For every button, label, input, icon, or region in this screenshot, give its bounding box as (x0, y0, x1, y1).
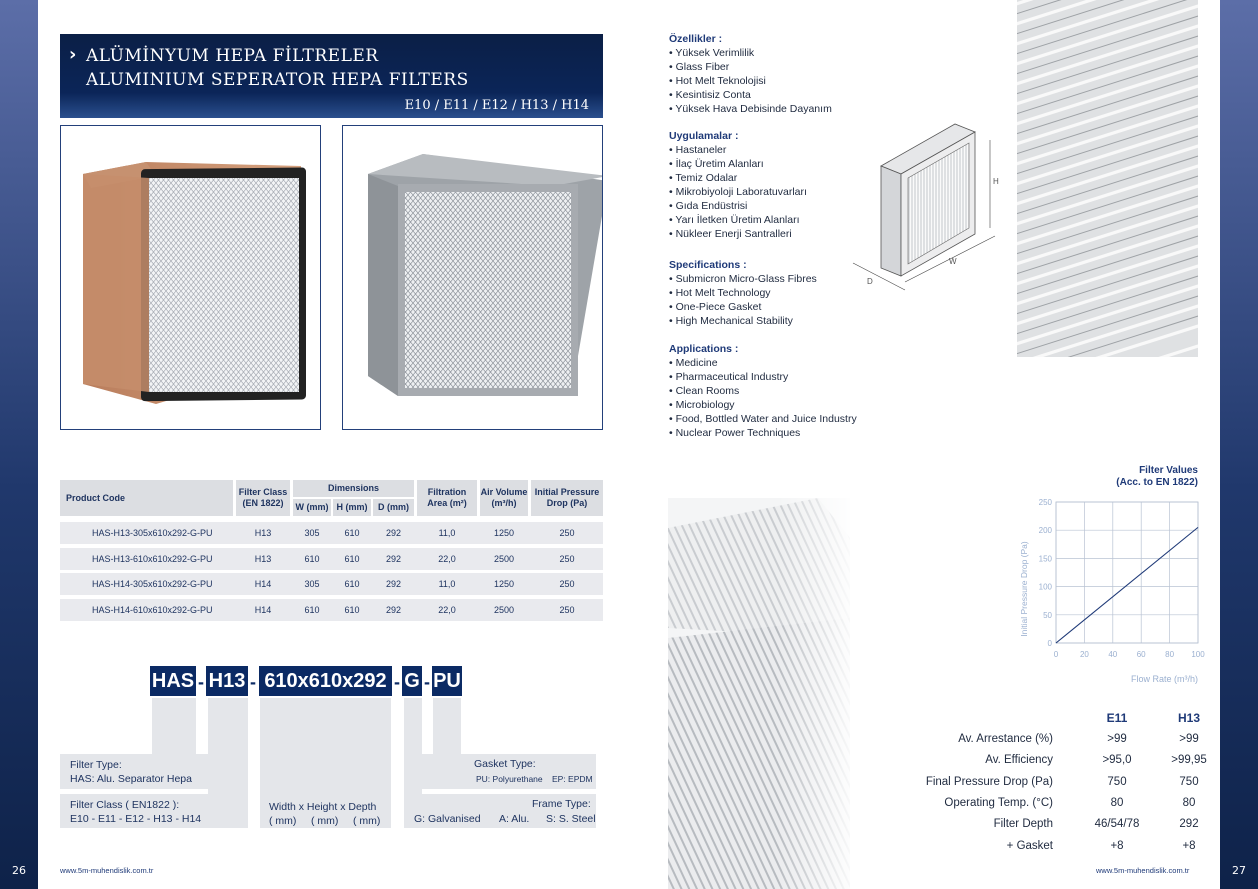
th-air-volume: Air Volume (m³/h) (480, 480, 528, 516)
pleat-angle-photo (668, 498, 850, 889)
cell-code: HAS-H14-610x610x292-G-PU (92, 604, 213, 615)
chevron-right-icon: › (69, 44, 77, 65)
title-turkish: ALÜMİNYUM HEPA FİLTRELER (86, 46, 379, 66)
vt-value-e11: 46/54/78 (1094, 818, 1140, 831)
diagram-d-label: D (867, 277, 873, 286)
cell-air: 1250 (493, 528, 515, 538)
vt-row-label: Av. Arrestance (%) (958, 733, 1053, 745)
vt-value-e11: 80 (1110, 796, 1124, 809)
cell-area: 11,0 (438, 579, 456, 589)
cell-h: 610 (344, 604, 360, 615)
chart-title: Filter Values (1139, 465, 1198, 476)
vt-row-label: + Gasket (1006, 839, 1053, 852)
chart-y-tick: 100 (1038, 582, 1052, 592)
vt-row-label: Operating Temp. (°C) (944, 796, 1053, 809)
vt-value-h13: 292 (1179, 818, 1199, 831)
connector-gasket (433, 698, 461, 754)
list-item: • Yüksek Hava Debisinde Dayanım (669, 103, 832, 115)
chart-x-tick: 0 (1053, 650, 1059, 659)
features-list (669, 46, 832, 116)
chart-series-line (1056, 527, 1198, 643)
dims-title: Width x Height x Depth (269, 801, 377, 813)
dims-units: ( mm) ( mm) ( mm) (269, 815, 381, 827)
list-item: • Glass Fiber (669, 61, 730, 73)
chart-subtitle: (Acc. to EN 1822) (1116, 477, 1198, 488)
code-seg-class: H13 (206, 666, 248, 696)
list-item: • Clean Rooms (669, 385, 740, 397)
vt-col-e11: E11 (1106, 711, 1128, 725)
footer-url-left: www.5m-muhendislik.com.tr (60, 866, 154, 875)
th-depth: D (mm) (373, 499, 414, 516)
vt-col-h13: H13 (1177, 711, 1200, 725)
chart-x-tick: 60 (1136, 650, 1146, 659)
uses-title: Uygulamalar : (669, 130, 739, 142)
chart-x-tick: 100 (1191, 650, 1205, 659)
vt-value-e11: >99 (1107, 733, 1127, 745)
list-item: • İlaç Üretim Alanları (669, 158, 764, 170)
footer-url-right: www.5m-muhendislik.com.tr (1096, 866, 1190, 875)
pressure-drop-chart (1010, 495, 1210, 690)
specs-list (669, 272, 817, 328)
cell-w: 305 (304, 528, 320, 538)
filter-class-value: E10 - E11 - E12 - H13 - H14 (70, 813, 202, 825)
applications-title: Applications : (669, 343, 739, 355)
chart-y-tick: 0 (1047, 639, 1052, 648)
cell-d: 292 (385, 528, 402, 538)
filter-class-title: Filter Class ( EN1822 ): (70, 799, 180, 811)
cell-cls: H13 (254, 553, 272, 564)
frame-galvanised: G: Galvanised (414, 813, 481, 825)
cell-pd: 250 (559, 579, 575, 589)
vt-value-e11: +8 (1110, 839, 1124, 852)
vt-value-e11: 750 (1107, 775, 1127, 788)
chart-x-tick: 20 (1079, 650, 1089, 659)
right-page-strip (1220, 0, 1258, 889)
filter-type-title: Filter Type: (70, 759, 122, 771)
cell-d: 292 (385, 553, 402, 564)
frame-steel: S: S. Steel (546, 813, 596, 825)
frame-title: Frame Type: (532, 798, 591, 810)
list-item: • Nükleer Enerji Santralleri (669, 228, 792, 240)
cell-code: HAS-H13-610x610x292-G-PU (92, 553, 213, 564)
list-item: • Mikrobiyoloji Laboratuvarları (669, 186, 807, 198)
cell-code: HAS-H14-305x610x292-G-PU (92, 579, 213, 589)
vt-value-h13: 80 (1182, 796, 1196, 809)
code-dash: - (394, 672, 400, 692)
cell-h: 610 (344, 528, 360, 538)
code-dash: - (250, 672, 256, 692)
applications-block (669, 342, 857, 440)
th-pressure-drop: Initial Pressure Drop (Pa) (531, 480, 603, 516)
title-english: ALUMINIUM SEPERATOR HEPA FILTERS (86, 70, 469, 90)
chart-title-block (1116, 465, 1198, 489)
th-product-code: Product Code (60, 480, 233, 516)
th-height: H (mm) (333, 499, 371, 516)
vt-value-h13: 750 (1179, 775, 1199, 788)
gasket-ep: EP: EPDM (552, 774, 593, 784)
galvanised-filter-illustration (343, 126, 603, 430)
connector-type (152, 698, 196, 754)
cell-air: 1250 (493, 579, 515, 589)
list-item: • Hot Melt Technology (669, 287, 771, 299)
chart-x-tick: 40 (1108, 650, 1118, 659)
vt-row-label: Final Pressure Drop (Pa) (925, 775, 1053, 788)
uses-block (669, 129, 807, 241)
uses-list (669, 143, 807, 241)
gasket-title: Gasket Type: (474, 758, 536, 770)
cell-h: 610 (344, 579, 360, 589)
list-item: • Nuclear Power Techniques (669, 427, 801, 439)
list-item: • High Mechanical Stability (669, 315, 793, 327)
photo-wood-frame-filter (60, 125, 321, 430)
cell-w: 610 (304, 604, 320, 615)
cell-area: 11,0 (438, 528, 456, 538)
dimension-diagram (845, 118, 1010, 298)
chart-x-label: Flow Rate (m³/h) (1130, 674, 1198, 684)
list-item: • Hastaneler (669, 144, 727, 156)
vt-row-label: Filter Depth (993, 818, 1053, 831)
list-item: • Hot Melt Teknolojisi (669, 75, 766, 87)
code-dash: - (198, 672, 204, 692)
chart-grid (1056, 502, 1198, 643)
list-item: • Kesintisiz Conta (669, 89, 751, 101)
list-item: • Yüksek Verimlilik (669, 47, 755, 59)
features-block (669, 32, 832, 116)
list-item: • Yarı İletken Üretim Alanları (669, 214, 800, 226)
cell-area: 22,0 (438, 553, 456, 564)
cell-h: 610 (344, 553, 360, 564)
th-filtration-area: Filtration Area (m²) (417, 480, 477, 516)
filter-type-value: HAS: Alu. Separator Hepa (70, 773, 192, 785)
chart-y-tick: 200 (1038, 526, 1052, 536)
cell-pd: 250 (559, 528, 575, 538)
cell-code: HAS-H13-305x610x292-G-PU (92, 528, 213, 538)
photo-galvanised-frame-filter (342, 125, 603, 430)
diagram-w-label: W (949, 257, 957, 266)
cell-d: 292 (385, 604, 402, 615)
vt-row-label: Av. Efficiency (985, 754, 1053, 767)
chart-x-ticks (1054, 650, 1205, 659)
code-seg-dims: 610x610x292 (259, 666, 392, 696)
applications-list (669, 356, 857, 440)
list-item: • Medicine (669, 357, 718, 369)
cell-cls: H14 (254, 604, 272, 615)
cell-w: 305 (304, 579, 320, 589)
cell-d: 292 (385, 579, 402, 589)
cell-pd: 250 (559, 604, 575, 615)
list-item: • Submicron Micro-Glass Fibres (669, 273, 817, 285)
diagram-h-label: H (993, 177, 999, 186)
left-page-number: 26 (12, 864, 26, 877)
chart-y-tick: 50 (1043, 610, 1052, 620)
code-seg-frame: G (402, 666, 422, 696)
cell-cls: H14 (254, 579, 272, 589)
list-item: • Food, Bottled Water and Juice Industry (669, 413, 857, 425)
pleat-closeup-photo (1017, 0, 1198, 357)
vt-value-h13: >99,95 (1171, 754, 1207, 767)
list-item: • Microbiology (669, 399, 735, 411)
chart-x-tick: 80 (1165, 650, 1175, 659)
chart-y-label: Initial Pressure Drop (Pa) (1019, 541, 1029, 637)
cell-pd: 250 (559, 553, 575, 564)
code-seg-gasket: PU (432, 666, 462, 696)
cell-air: 2500 (493, 553, 515, 564)
frame-alu: A: Alu. (499, 813, 530, 825)
chart-series (1056, 527, 1198, 643)
features-title: Özellikler : (669, 33, 723, 45)
title-banner (60, 34, 603, 118)
vt-value-h13: +8 (1182, 839, 1196, 852)
th-width: W (mm) (293, 499, 331, 516)
chart-y-ticks (1039, 498, 1053, 648)
right-page-number: 27 (1232, 864, 1246, 877)
chart-y-tick: 150 (1038, 554, 1052, 564)
chart-plot-frame (1056, 502, 1198, 643)
th-dimensions: Dimensions (293, 480, 414, 497)
cell-cls: H13 (254, 528, 272, 538)
specs-block (669, 258, 817, 328)
vt-value-h13: >99 (1179, 733, 1199, 745)
th-filter-class: Filter Class (EN 1822) (236, 480, 290, 516)
wood-filter-illustration (61, 126, 321, 430)
list-item: • Pharmaceutical Industry (669, 371, 789, 383)
vt-value-e11: >95,0 (1102, 754, 1132, 767)
cell-w: 610 (304, 553, 320, 564)
code-seg-type: HAS (150, 666, 196, 696)
cell-area: 22,0 (438, 604, 456, 615)
chart-y-tick: 250 (1038, 498, 1052, 507)
cell-air: 2500 (493, 604, 515, 615)
list-item: • Gıda Endüstrisi (669, 200, 748, 212)
list-item: • Temiz Odalar (669, 172, 738, 184)
left-page-strip (0, 0, 38, 889)
code-dash: - (424, 672, 430, 692)
title-classes: E10 / E11 / E12 / H13 / H14 (404, 98, 589, 113)
gasket-pu: PU: Polyurethane (476, 774, 543, 784)
list-item: • One-Piece Gasket (669, 301, 762, 313)
specs-title: Specifications : (669, 259, 747, 271)
